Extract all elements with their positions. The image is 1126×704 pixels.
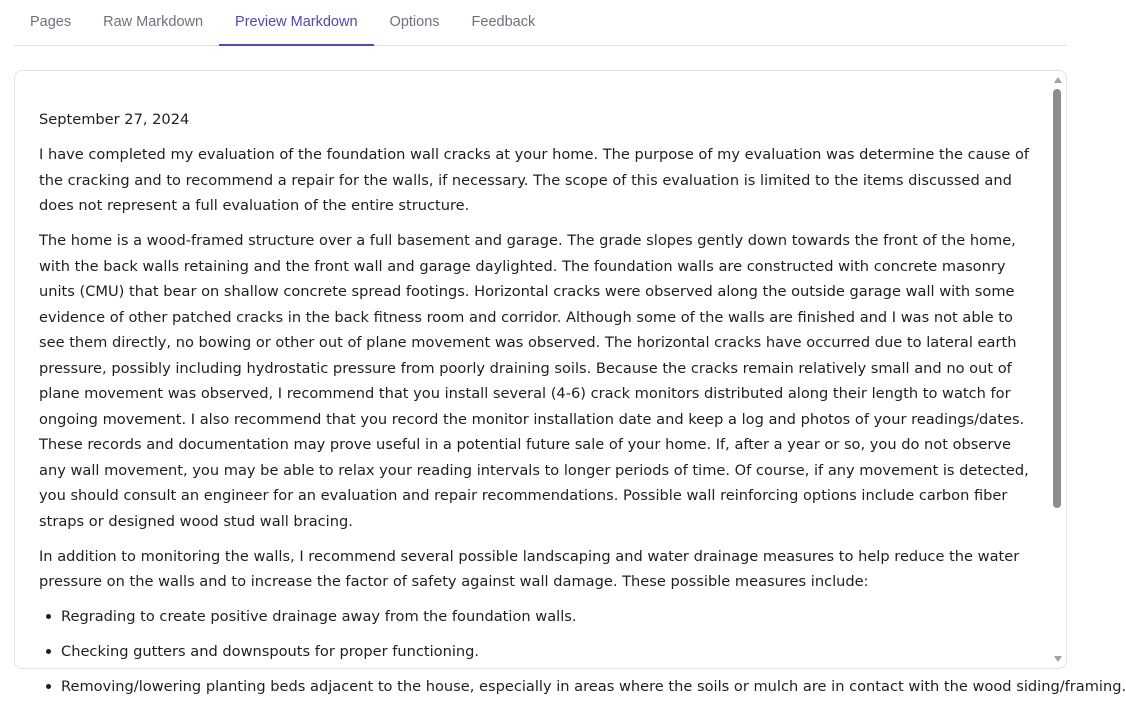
paragraph-recommendations: In addition to monitoring the walls, I recommend several possible landscaping and water drainage measures to help reduce the water pressure on the walls and to increase the factor of safety against wall damage. These possible measures include: [39, 547, 1020, 590]
list-item: Regrading to create positive drainage away from the foundation walls. [61, 604, 1035, 630]
vertical-scrollbar[interactable] [1050, 71, 1066, 668]
markdown-preview-content [15, 71, 1126, 695]
measures-list [39, 604, 1126, 700]
markdown-preview-panel [14, 70, 1126, 695]
tab-feedback[interactable]: Feedback [471, 14, 536, 30]
paragraph-observations: The home is a wood-framed structure over a full basement and garage. The grade slopes gently down towards the front of the home, with the back walls retaining and the front wall and garage daylighted. The foundation walls are constructed with concrete masonry units (CMU) that bear on shallow concrete spread footings. Horizontal cracks were observed along the outside garage wall with some evidence of other patched cracks in the back fitness room and corridor. Although some of the walls are finished and I was not able to see them directly, no bowing or other out of plane movement was observed. The horizontal cracks have occurred due to lateral earth pressure, possibly including hydrostatic pressure from poorly draining soils. Because the cracks remain relatively small and no out of plane movement was observed, I recommend that you install several (4-6) crack monitors distributed along their length to watch for ongoing movement. I also recommend that you record the monitor installation date and keep a log and photos of your readings/dates. These records and documentation may prove useful in a potential future sale of your home. If, after a year or so, you do not observe any wall movement, you may be able to relax your reading intervals to longer periods of time. Of course, if any movement is detected, you should consult an engineer for an evaluation and repair recommendations. Possible wall reinforcing options include carbon fiber straps or designed wood stud wall bracing. [39, 232, 1029, 530]
document-date: September 27, 2024 [39, 111, 190, 128]
tab-pages[interactable]: Pages [30, 14, 72, 30]
scroll-down-icon[interactable] [1054, 656, 1062, 662]
scrollbar-thumb[interactable] [1053, 89, 1061, 508]
paragraph-intro: I have completed my evaluation of the foundation wall cracks at your home. The purpose of my evaluation was determine the cause of the cracking and to recommend a repair for the walls, if necessary. The scope of this evaluation is limited to the items discussed and does not represent a full evaluation of the entire structure. [39, 146, 1030, 214]
tab-preview-markdown[interactable]: Preview Markdown [219, 0, 374, 45]
scroll-up-icon[interactable] [1054, 77, 1062, 83]
tab-bar [14, 0, 1067, 46]
tab-options[interactable]: Options [389, 14, 440, 30]
list-item: Removing/lowering planting beds adjacent to the house, especially in areas where the soils or mulch are in contact with the wood siding/framing. [61, 674, 1035, 700]
list-item: Checking gutters and downspouts for proper functioning. [61, 639, 1035, 665]
tab-raw-markdown[interactable]: Raw Markdown [103, 14, 204, 30]
